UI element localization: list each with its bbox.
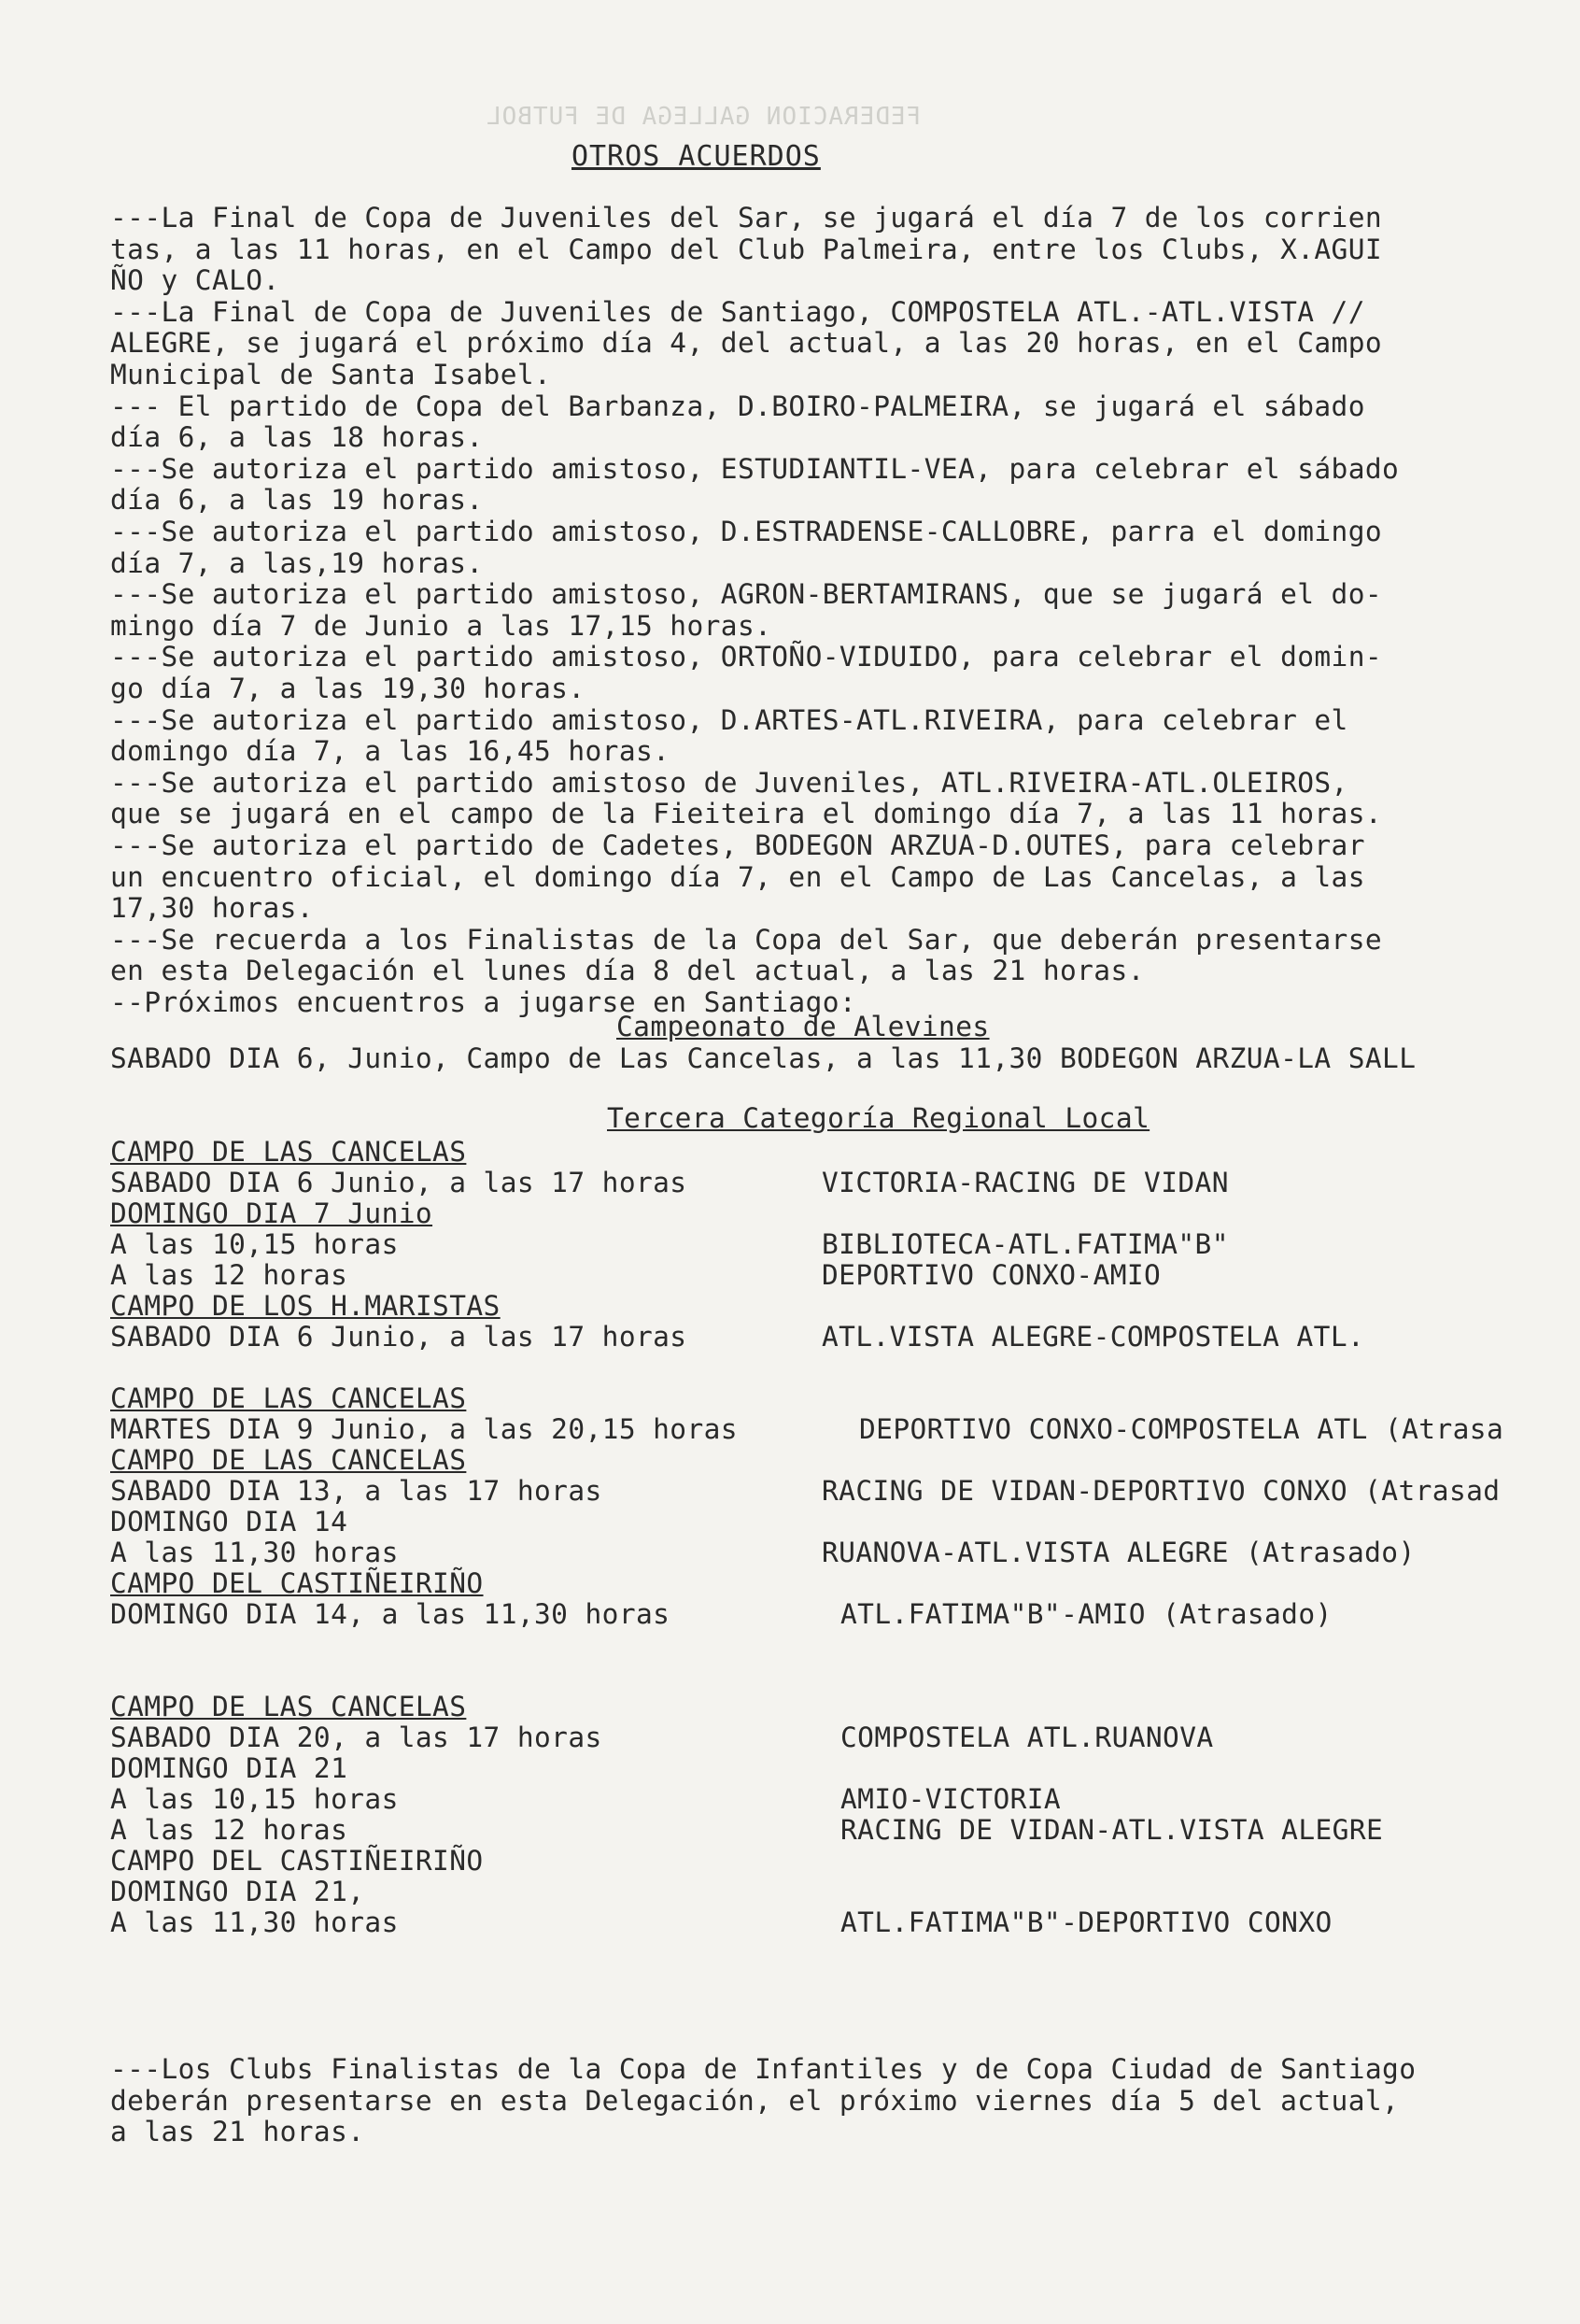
schedule-when: DOMINGO DIA 21 — [110, 1752, 348, 1784]
agreement-line: que se jugará en el campo de la Fieiteira el domingo día 7, a las 11 horas. — [110, 798, 1383, 830]
schedule-match: VICTORIA-RACING DE VIDAN — [822, 1167, 1229, 1198]
closing-line: a las 21 horas. — [110, 2116, 365, 2148]
agreement-line: día 6, a las 18 horas. — [110, 421, 484, 454]
schedule-when: DOMINGO DIA 21, — [110, 1876, 365, 1907]
agreement-line: ---Se autoriza el partido amistoso, ESTUDIANTIL-VEA, para celebrar el sábado — [110, 452, 1400, 485]
agreement-line: mingo día 7 de Junio a las 17,15 horas. — [110, 609, 772, 642]
agreement-line: ---Se autoriza el partido amistoso, D.ARTES-ATL.RIVEIRA, para celebrar el — [110, 703, 1348, 736]
schedule-match: BIBLIOTECA-ATL.FATIMA"B" — [822, 1228, 1229, 1260]
schedule-when: DOMINGO DIA 14, a las 11,30 horas — [110, 1598, 670, 1630]
agreement-line: ---Se autoriza el partido amistoso de Juveniles, ATL.RIVEIRA-ATL.OLEIROS, — [110, 766, 1348, 799]
schedule-when: A las 12 horas — [110, 1814, 348, 1846]
schedule-match: DEPORTIVO CONXO-COMPOSTELA ATL (Atrasa — [859, 1413, 1504, 1445]
agreement-line: --- El partido de Copa del Barbanza, D.BOIRO-PALMEIRA, se jugará el sábado — [110, 390, 1365, 422]
alevines-heading: Campeonato de Alevines — [616, 1011, 990, 1042]
schedule-when: A las 11,30 horas — [110, 1537, 399, 1568]
schedule-when: SABADO DIA 13, a las 17 horas — [110, 1475, 602, 1507]
schedule-match: AMIO-VICTORIA — [840, 1783, 1062, 1815]
schedule-when: A las 11,30 horas — [110, 1906, 399, 1938]
agreement-line: --Próximos encuentros a jugarse en Santiago: — [110, 986, 857, 1018]
agreement-line: ---Se autoriza el partido amistoso, ORTOÑO-VIDUIDO, para celebrar el domin- — [110, 641, 1383, 673]
schedule-when: A las 10,15 horas — [110, 1783, 399, 1815]
schedule-when: CAMPO DEL CASTIÑEIRIÑO — [110, 1567, 484, 1599]
agreement-line: un encuentro oficial, el domingo día 7, en el Campo de Las Cancelas, a las — [110, 860, 1365, 893]
agreement-line: en esta Delegación el lunes día 8 del actual, a las 21 horas. — [110, 955, 1145, 987]
closing-line: ---Los Clubs Finalistas de la Copa de Infantiles y de Copa Ciudad de Santiago — [110, 2053, 1417, 2085]
schedule-match: ATL.FATIMA"B"-DEPORTIVO CONXO — [840, 1906, 1333, 1938]
agreement-line: ÑO y CALO. — [110, 264, 280, 297]
agreement-line: ---Se autoriza el partido amistoso, AGRON-BERTAMIRANS, que se jugará el do- — [110, 578, 1383, 611]
agreement-line: domingo día 7, a las 16,45 horas. — [110, 735, 670, 768]
schedule-when: SABADO DIA 6 Junio, a las 17 horas — [110, 1167, 687, 1198]
schedule-when: CAMPO DE LOS H.MARISTAS — [110, 1290, 501, 1322]
schedule-match: ATL.VISTA ALEGRE-COMPOSTELA ATL. — [822, 1321, 1365, 1353]
agreement-line: Municipal de Santa Isabel. — [110, 359, 552, 390]
schedule-when: DOMINGO DIA 14 — [110, 1506, 348, 1538]
schedule-when: CAMPO DEL CASTIÑEIRIÑO — [110, 1845, 484, 1877]
closing-line: deberán presentarse en esta Delegación, el próximo viernes día 5 del actual, — [110, 2084, 1400, 2117]
agreement-line: ---Se autoriza el partido amistoso, D.ESTRADENSE-CALLOBRE, parra el domingo — [110, 516, 1383, 547]
schedule-match: DEPORTIVO CONXO-AMIO — [822, 1259, 1162, 1291]
agreement-line: ALEGRE, se jugará el próximo día 4, del actual, a las 20 horas, en el Campo — [110, 327, 1383, 360]
page-title: OTROS ACUERDOS — [571, 140, 821, 173]
schedule-match: RACING DE VIDAN-DEPORTIVO CONXO (Atrasad — [822, 1475, 1501, 1507]
schedule-match: ATL.FATIMA"B"-AMIO (Atrasado) — [840, 1598, 1333, 1630]
agreement-line: ---La Final de Copa de Juveniles del Sar, se jugará el día 7 de los corrien — [110, 202, 1383, 234]
agreement-line: ---Se recuerda a los Finalistas de la Copa del Sar, que deberán presentarse — [110, 923, 1383, 956]
agreement-line: ---La Final de Copa de Juveniles de Santiago, COMPOSTELA ATL.-ATL.VISTA // — [110, 295, 1365, 328]
agreement-line: día 7, a las,19 horas. — [110, 546, 484, 579]
alevines-line: SABADO DIA 6, Junio, Campo de Las Cancelas, a las 11,30 BODEGON ARZUA-LA SALL — [110, 1042, 1417, 1074]
schedule-when: MARTES DIA 9 Junio, a las 20,15 horas — [110, 1413, 738, 1445]
agreement-line: ---Se autoriza el partido de Cadetes, BODEGON ARZUA-D.OUTES, para celebrar — [110, 829, 1365, 861]
schedule-match: RACING DE VIDAN-ATL.VISTA ALEGRE — [840, 1814, 1384, 1846]
agreement-line: tas, a las 11 horas, en el Campo del Club Palmeira, entre los Clubs, X.AGUI — [110, 233, 1383, 265]
schedule-when: SABADO DIA 20, a las 17 horas — [110, 1722, 602, 1753]
schedule-when: A las 12 horas — [110, 1259, 348, 1291]
schedule-match: COMPOSTELA ATL.RUANOVA — [840, 1722, 1214, 1753]
schedule-when: DOMINGO DIA 7 Junio — [110, 1197, 433, 1229]
agreement-line: día 6, a las 19 horas. — [110, 484, 484, 517]
schedule-when: CAMPO DE LAS CANCELAS — [110, 1691, 467, 1722]
schedule-when: CAMPO DE LAS CANCELAS — [110, 1382, 467, 1414]
schedule-when: A las 10,15 horas — [110, 1228, 399, 1260]
schedule-when: SABADO DIA 6 Junio, a las 17 horas — [110, 1321, 687, 1353]
schedule-match: RUANOVA-ATL.VISTA ALEGRE (Atrasado) — [822, 1537, 1416, 1568]
agreement-line: 17,30 horas. — [110, 892, 314, 925]
schedule-when: CAMPO DE LAS CANCELAS — [110, 1136, 467, 1168]
agreement-line: go día 7, a las 19,30 horas. — [110, 673, 585, 704]
schedule-when: CAMPO DE LAS CANCELAS — [110, 1444, 467, 1476]
bleed-through-header: FEDERACION GALLEGA DE FUTBOL — [486, 103, 922, 131]
tercera-heading: Tercera Categoría Regional Local — [607, 1102, 1150, 1134]
